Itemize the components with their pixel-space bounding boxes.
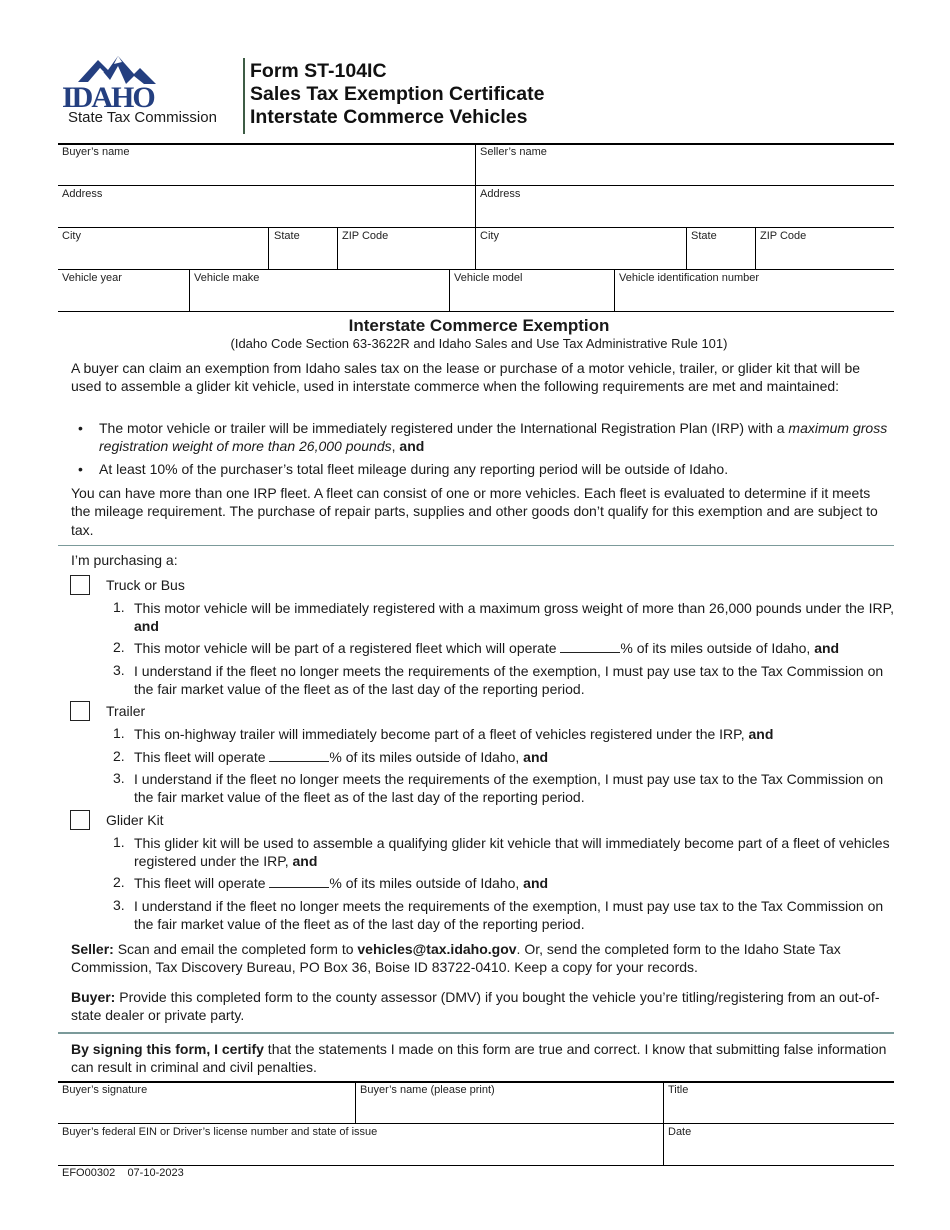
glider-item-1: This glider kit will be used to assemble a qualifying glider kit vehicle that will immediately become part of a fleet of vehicles registered under the IRP, and	[134, 835, 890, 870]
exemption-subtitle: (Idaho Code Section 63-3622R and Idaho Sales and Use Tax Administrative Rule 101)	[230, 336, 728, 351]
idaho-logo	[60, 54, 170, 110]
vehicle-year-field[interactable]: Vehicle year	[62, 272, 122, 284]
grid-line	[58, 227, 894, 228]
vehicle-model-field[interactable]: Vehicle model	[454, 272, 523, 284]
grid-line	[58, 185, 894, 186]
grid-divider	[663, 1082, 664, 1165]
grid-divider	[755, 227, 756, 269]
form-footer	[62, 1167, 184, 1179]
item-number: 1.	[113, 725, 125, 741]
seller-instructions: Seller: Scan and email the completed form to vehicles@tax.idaho.gov. Or, send the completed form to the Idaho State Tax Commission, Tax Discovery Bureau, PO Box 36, Boise ID 83722-0410. Keep a copy for your records.	[71, 941, 841, 976]
requirement-1: The motor vehicle or trailer will be immediately registered under the International Registration Plan (IRP) with a maximum gross registration weight of more than 26,000 pounds, and	[99, 420, 888, 455]
vin-field[interactable]: Vehicle identification number	[619, 272, 760, 284]
seller-address-field[interactable]: Address	[480, 188, 521, 200]
truck-percent-blank[interactable]	[560, 640, 620, 653]
buyers-printed-name-field[interactable]: Buyer’s name (please print)	[360, 1084, 495, 1096]
sellers-name-field[interactable]: Seller’s name	[480, 146, 547, 158]
certification-statement: By signing this form, I certify that the statements I made on this form are true and correct. I know that submitting false information can result in criminal and civil penalties.	[71, 1041, 887, 1076]
grid-line	[58, 1165, 894, 1166]
grid-divider	[449, 269, 450, 311]
glider-kit-label: Glider Kit	[106, 812, 164, 828]
section-divider	[58, 1032, 894, 1034]
item-number: 3.	[113, 770, 125, 786]
grid-top-line	[58, 1081, 894, 1083]
item-number: 3.	[113, 662, 125, 678]
item-number: 2.	[113, 748, 125, 764]
section-divider	[58, 545, 894, 546]
item-number: 2.	[113, 639, 125, 655]
glider-percent-blank[interactable]	[269, 875, 329, 888]
trailer-label: Trailer	[106, 703, 146, 719]
exemption-intro: A buyer can claim an exemption from Idaho sales tax on the lease or purchase of a motor vehicle, trailer, or glider kit that will be used to assemble a glider kit vehicle, used in interstate commerce when the following requirements are met and maintained:	[71, 360, 861, 395]
grid-divider	[189, 269, 190, 311]
form-title: Sales Tax Exemption Certificate	[250, 83, 545, 105]
buyers-signature-field[interactable]: Buyer’s signature	[62, 1084, 148, 1096]
grid-top-line	[58, 143, 894, 145]
buyer-address-field[interactable]: Address	[62, 188, 103, 200]
grid-line	[58, 1123, 894, 1124]
grid-divider	[268, 227, 269, 269]
glider-item-3: I understand if the fleet no longer meets the requirements of the exemption, I must pay use tax to the Tax Commission on the fair market value of the fleet as of the last day of the reporting period.	[134, 898, 884, 933]
grid-line	[58, 269, 894, 270]
bullet-icon: •	[78, 420, 83, 436]
header-divider	[243, 58, 245, 134]
trailer-item-2: This fleet will operate % of its miles outside of Idaho, and	[134, 749, 549, 765]
date-field[interactable]: Date	[668, 1126, 692, 1138]
glider-item-2: This fleet will operate % of its miles outside of Idaho, and	[134, 875, 549, 891]
form-subtitle: Interstate Commerce Vehicles	[250, 106, 528, 128]
item-number: 1.	[113, 834, 125, 850]
trailer-checkbox[interactable]	[70, 701, 90, 721]
item-number: 3.	[113, 897, 125, 913]
ein-field[interactable]: Buyer’s federal EIN or Driver’s license number and state of issue	[62, 1126, 378, 1138]
truck-or-bus-checkbox[interactable]	[70, 575, 90, 595]
grid-divider	[355, 1082, 356, 1123]
vehicle-make-field[interactable]: Vehicle make	[194, 272, 260, 284]
seller-zip-field[interactable]: ZIP Code	[760, 230, 807, 242]
title-field[interactable]: Title	[668, 1084, 689, 1096]
form-title-block	[250, 60, 544, 129]
buyer-state-field[interactable]: State	[274, 230, 300, 242]
truck-item-3: I understand if the fleet no longer meets the requirements of the exemption, I must pay use tax to the Tax Commission on the fair market value of the fleet as of the last day of the reporting period.	[134, 663, 884, 698]
requirement-2: At least 10% of the purchaser’s total fleet mileage during any reporting period will be outside of Idaho.	[99, 461, 729, 477]
trailer-item-1: This on-highway trailer will immediately become part of a fleet of vehicles registered under the IRP, and	[134, 726, 774, 742]
buyer-city-field[interactable]: City	[62, 230, 81, 242]
buyers-name-field[interactable]: Buyer’s name	[62, 146, 130, 158]
buyer-zip-field[interactable]: ZIP Code	[342, 230, 389, 242]
truck-item-2: This motor vehicle will be part of a registered fleet which will operate % of its miles outside of Idaho, and	[134, 640, 840, 656]
trailer-percent-blank[interactable]	[269, 749, 329, 762]
truck-or-bus-label: Truck or Bus	[106, 577, 185, 593]
form-number: Form ST-104IC	[250, 60, 387, 82]
seller-city-field[interactable]: City	[480, 230, 499, 242]
exemption-title: Interstate Commerce Exemption	[348, 316, 610, 335]
item-number: 1.	[113, 599, 125, 615]
grid-divider	[337, 227, 338, 269]
seller-email-link[interactable]: vehicles@tax.idaho.gov	[357, 941, 517, 957]
trailer-item-3: I understand if the fleet no longer meets the requirements of the exemption, I must pay use tax to the Tax Commission on the fair market value of the fleet as of the last day of the reporting period.	[134, 771, 884, 806]
grid-line	[58, 311, 894, 312]
glider-kit-checkbox[interactable]	[70, 810, 90, 830]
grid-divider	[686, 227, 687, 269]
bullet-icon: •	[78, 461, 83, 477]
logo-text: IDAHO	[62, 81, 154, 110]
grid-divider	[614, 269, 615, 311]
form-code: EFO00302	[62, 1167, 116, 1179]
purchase-intro: I’m purchasing a:	[71, 552, 178, 568]
form-date: 07-10-2023	[127, 1167, 184, 1179]
seller-state-field[interactable]: State	[691, 230, 717, 242]
truck-item-1: This motor vehicle will be immediately registered with a maximum gross weight of more than 26,000 pounds under the IRP, and	[134, 600, 894, 635]
agency-name: State Tax Commission	[68, 109, 217, 126]
grid-divider	[475, 144, 476, 269]
buyer-instructions: Buyer: Provide this completed form to the county assessor (DMV) if you bought the vehicle you’re titling/registering from an out-of-state dealer or private party.	[71, 989, 880, 1024]
item-number: 2.	[113, 874, 125, 890]
fleet-note: You can have more than one IRP fleet. A fleet can consist of one or more vehicles. Each fleet is evaluated to determine if it meets the mileage requirement. The purchase of repair parts, supplies and other goods don’t qualify for this exemption and are subject to tax.	[71, 485, 878, 538]
